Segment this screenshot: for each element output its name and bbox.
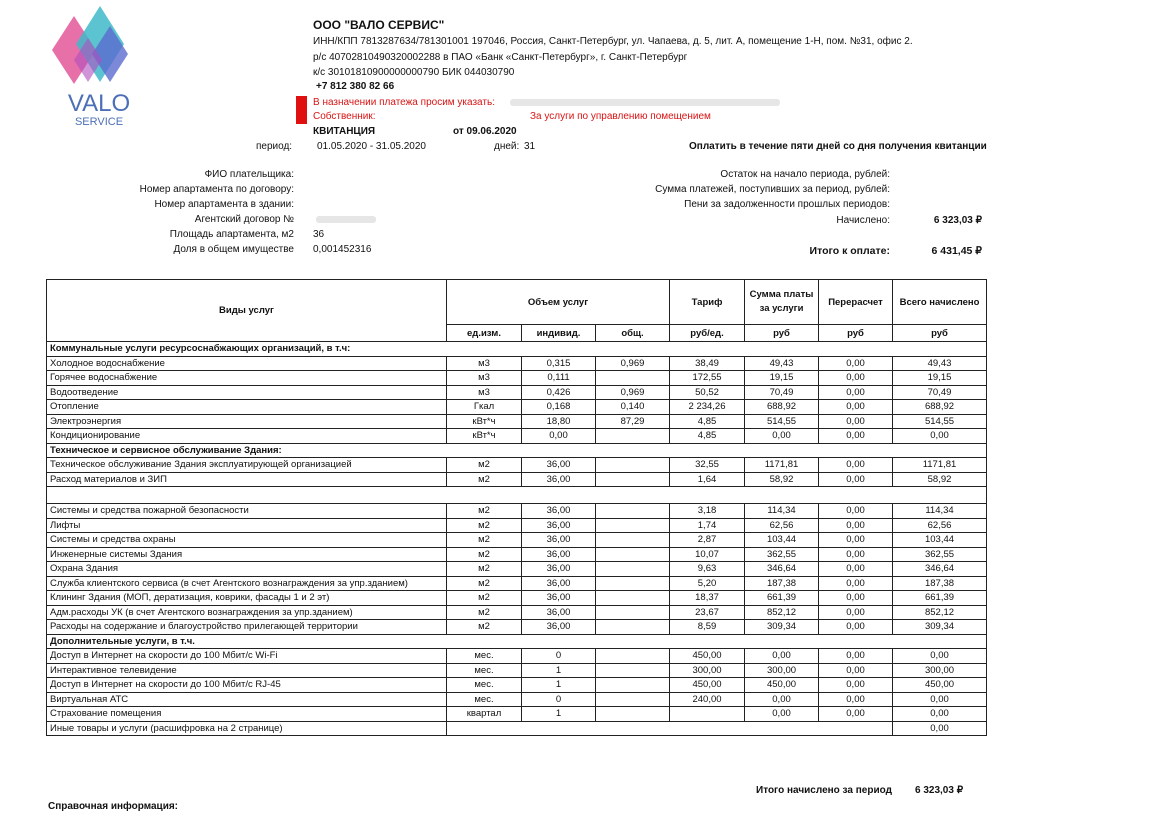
service-name: Клининг Здания (МОП, дератизация, коврики, фасады 1 и 2 эт)	[47, 591, 447, 606]
service-sum: 300,00	[745, 663, 819, 678]
service-sum: 0,00	[745, 429, 819, 444]
service-name: Расход материалов и ЗИП	[47, 472, 447, 487]
owner-label: Собственник:	[313, 111, 376, 122]
service-name: Страхование помещения	[47, 707, 447, 722]
pay-within-note: Оплатить в течение пяти дней со дня получения квитанции	[689, 141, 987, 152]
service-recalc: 0,00	[819, 429, 893, 444]
service-total: 309,34	[893, 620, 987, 635]
service-sum: 0,00	[745, 649, 819, 664]
service-recalc: 0,00	[819, 678, 893, 693]
service-recalc: 0,00	[819, 591, 893, 606]
area-value: 36	[313, 229, 325, 240]
table-section-row	[47, 342, 987, 357]
spacer-cell	[47, 487, 987, 504]
service-indiv: 0,426	[522, 385, 596, 400]
table-row	[47, 400, 987, 415]
service-tariff: 32,55	[670, 458, 745, 473]
section-title: Техническое и сервисное обслуживание Здания:	[47, 443, 987, 458]
service-recalc: 0,00	[819, 472, 893, 487]
service-recalc: 0,00	[819, 707, 893, 722]
service-name: Техническое обслуживание Здания эксплуатирующей организацией	[47, 458, 447, 473]
service-common	[596, 576, 670, 591]
service-sum: 346,64	[745, 562, 819, 577]
service-recalc: 0,00	[819, 576, 893, 591]
service-total: 62,56	[893, 518, 987, 533]
service-tariff: 300,00	[670, 663, 745, 678]
service-unit: кВт*ч	[447, 429, 522, 444]
service-sum: 0,00	[745, 707, 819, 722]
correspondent-account: к/с 30101810900000000790 БИК 044030790	[313, 67, 515, 78]
service-common	[596, 458, 670, 473]
service-indiv: 36,00	[522, 576, 596, 591]
service-tariff: 450,00	[670, 649, 745, 664]
service-common	[596, 504, 670, 519]
table-row	[47, 547, 987, 562]
service-name: Иные товары и услуги (расшифровка на 2 странице)	[47, 721, 447, 736]
table-section-row	[47, 634, 987, 649]
service-indiv: 36,00	[522, 533, 596, 548]
table-row	[47, 591, 987, 606]
table-row	[47, 707, 987, 722]
service-sum: 62,56	[745, 518, 819, 533]
service-sum: 852,12	[745, 605, 819, 620]
service-common	[596, 605, 670, 620]
logo-title: VALO	[67, 90, 131, 117]
area-label: Площадь апартамента, м2	[169, 229, 294, 240]
service-unit: мес.	[447, 649, 522, 664]
service-name: Водоотведение	[47, 385, 447, 400]
company-phone: +7 812 380 82 66	[316, 81, 395, 92]
service-name: Системы и средства охраны	[47, 533, 447, 548]
total-due-label: Итого к оплате:	[809, 245, 890, 257]
service-sum: 450,00	[745, 678, 819, 693]
service-unit: м2	[447, 620, 522, 635]
service-sum: 688,92	[745, 400, 819, 415]
table-section-row	[47, 443, 987, 458]
service-total: 661,39	[893, 591, 987, 606]
service-common: 0,969	[596, 356, 670, 371]
company-name: ООО "ВАЛО СЕРВИС"	[313, 18, 445, 32]
service-name: Доступ в Интернет на скорости до 100 Мбит/с RJ-45	[47, 678, 447, 693]
service-sum: 187,38	[745, 576, 819, 591]
logo-subtitle: SERVICE	[74, 116, 124, 128]
service-common	[596, 663, 670, 678]
service-name: Системы и средства пожарной безопасности	[47, 504, 447, 519]
service-recalc: 0,00	[819, 562, 893, 577]
service-unit: м2	[447, 591, 522, 606]
service-indiv: 1	[522, 678, 596, 693]
table-row	[47, 678, 987, 693]
col-indiv-header: индивид.	[522, 325, 596, 342]
service-recalc: 0,00	[819, 605, 893, 620]
service-indiv: 0,315	[522, 356, 596, 371]
bank-account: р/с 40702810490320002288 в ПАО «Банк «Санкт-Петербург», г. Санкт-Петербург	[313, 52, 688, 63]
service-tariff: 2,87	[670, 533, 745, 548]
service-recalc: 0,00	[819, 385, 893, 400]
service-sum: 0,00	[745, 692, 819, 707]
service-sum: 514,55	[745, 414, 819, 429]
service-tariff: 4,85	[670, 429, 745, 444]
service-unit: м3	[447, 385, 522, 400]
service-tariff: 2 234,26	[670, 400, 745, 415]
service-indiv: 36,00	[522, 620, 596, 635]
service-recalc: 0,00	[819, 504, 893, 519]
service-total: 58,92	[893, 472, 987, 487]
period-value: 01.05.2020 - 31.05.2020	[317, 141, 426, 152]
total-due-value: 6 431,45 ₽	[931, 245, 982, 257]
service-unit: м3	[447, 356, 522, 371]
payments-label: Сумма платежей, поступивших за период, рублей:	[655, 184, 890, 195]
service-tariff: 1,64	[670, 472, 745, 487]
service-common	[596, 707, 670, 722]
service-unit: м2	[447, 472, 522, 487]
col-volume-header: Объем услуг	[447, 280, 670, 325]
service-name: Доступ в Интернет на скорости до 100 Мбит/с Wi-Fi	[47, 649, 447, 664]
service-indiv: 36,00	[522, 472, 596, 487]
apt-contract-label: Номер апартамента по договору:	[139, 184, 294, 195]
service-indiv: 36,00	[522, 605, 596, 620]
service-common	[596, 518, 670, 533]
service-sum: 362,55	[745, 547, 819, 562]
service-unit: Гкал	[447, 400, 522, 415]
period-label: период:	[256, 141, 293, 152]
service-sum: 309,34	[745, 620, 819, 635]
service-total: 187,38	[893, 576, 987, 591]
service-unit: мес.	[447, 692, 522, 707]
table-row	[47, 414, 987, 429]
service-indiv: 0	[522, 649, 596, 664]
service-unit: м2	[447, 562, 522, 577]
service-recalc: 0,00	[819, 663, 893, 678]
service-tariff: 38,49	[670, 356, 745, 371]
service-total: 19,15	[893, 371, 987, 386]
service-unit: м2	[447, 576, 522, 591]
col-recalc-unit-header: руб	[819, 325, 893, 342]
col-sum-header: Сумма платы за услуги	[745, 280, 819, 325]
col-tariff-unit-header: руб/ед.	[670, 325, 745, 342]
table-row	[47, 472, 987, 487]
service-tariff: 23,67	[670, 605, 745, 620]
service-sum: 114,34	[745, 504, 819, 519]
service-indiv: 1	[522, 707, 596, 722]
table-row	[47, 533, 987, 548]
service-name: Интерактивное телевидение	[47, 663, 447, 678]
days-label: дней:	[494, 141, 520, 152]
service-tariff: 1,74	[670, 518, 745, 533]
service-sum: 19,15	[745, 371, 819, 386]
service-name: Охрана Здания	[47, 562, 447, 577]
service-sum: 58,92	[745, 472, 819, 487]
table-row	[47, 429, 987, 444]
service-common	[596, 547, 670, 562]
service-total: 688,92	[893, 400, 987, 415]
table-spacer-row	[47, 487, 987, 504]
payment-note: В назначении платежа просим указать:	[313, 97, 495, 108]
table-row	[47, 649, 987, 664]
service-tariff: 10,07	[670, 547, 745, 562]
col-common-header: общ.	[596, 325, 670, 342]
service-sum: 661,39	[745, 591, 819, 606]
service-sum: 49,43	[745, 356, 819, 371]
service-indiv: 36,00	[522, 562, 596, 577]
col-sum-unit-header: руб	[745, 325, 819, 342]
service-common	[596, 591, 670, 606]
valo-service-logo	[44, 4, 154, 130]
service-indiv: 0	[522, 692, 596, 707]
service-sum: 70,49	[745, 385, 819, 400]
table-row	[47, 385, 987, 400]
services-table	[46, 279, 987, 736]
service-total: 0,00	[893, 707, 987, 722]
service-indiv: 36,00	[522, 547, 596, 562]
service-common	[596, 562, 670, 577]
service-unit: м2	[447, 547, 522, 562]
service-name: Виртуальная АТС	[47, 692, 447, 707]
service-sum: 1171,81	[745, 458, 819, 473]
redacted-text	[316, 216, 376, 223]
table-row	[47, 518, 987, 533]
service-indiv: 36,00	[522, 591, 596, 606]
share-label: Доля в общем имуществе	[173, 244, 294, 255]
table-row	[47, 504, 987, 519]
service-recalc: 0,00	[819, 518, 893, 533]
service-total: 103,44	[893, 533, 987, 548]
service-common	[596, 371, 670, 386]
table-row	[47, 458, 987, 473]
table-row	[47, 721, 987, 736]
service-recalc: 0,00	[819, 414, 893, 429]
service-indiv: 18,80	[522, 414, 596, 429]
service-total: 514,55	[893, 414, 987, 429]
service-common: 87,29	[596, 414, 670, 429]
service-name: Инженерные системы Здания	[47, 547, 447, 562]
col-total-unit-header: руб	[893, 325, 987, 342]
service-tariff: 18,37	[670, 591, 745, 606]
service-common: 0,969	[596, 385, 670, 400]
service-name: Кондиционирование	[47, 429, 447, 444]
service-indiv: 1	[522, 663, 596, 678]
service-indiv: 36,00	[522, 518, 596, 533]
service-name: Отопление	[47, 400, 447, 415]
service-unit: мес.	[447, 678, 522, 693]
service-indiv: 0,00	[522, 429, 596, 444]
period-total-value: 6 323,03 ₽	[915, 785, 964, 796]
table-row	[47, 371, 987, 386]
service-recalc: 0,00	[819, 400, 893, 415]
service-indiv: 0,111	[522, 371, 596, 386]
service-name: Горячее водоснабжение	[47, 371, 447, 386]
period-total-label: Итого начислено за период	[756, 785, 892, 796]
apt-building-label: Номер апартамента в здании:	[154, 199, 294, 210]
agent-contract-label: Агентский договор №	[194, 214, 294, 225]
charged-label: Начислено:	[836, 215, 890, 226]
service-recalc: 0,00	[819, 649, 893, 664]
col-unit-header: ед.изм.	[447, 325, 522, 342]
col-tariff-header: Тариф	[670, 280, 745, 325]
service-recalc: 0,00	[819, 371, 893, 386]
service-unit: м2	[447, 533, 522, 548]
table-row	[47, 562, 987, 577]
company-requisites: ИНН/КПП 7813287634/781301001 197046, Россия, Санкт-Петербург, ул. Чапаева, д. 5, лит. А, помещение 1-Н, пом. №31, офис 2.	[313, 36, 913, 47]
service-total: 49,43	[893, 356, 987, 371]
service-recalc: 0,00	[819, 458, 893, 473]
service-common	[596, 678, 670, 693]
fio-label: ФИО плательщика:	[204, 169, 294, 180]
service-total: 0,00	[893, 692, 987, 707]
service-unit: м2	[447, 605, 522, 620]
service-total: 1171,81	[893, 458, 987, 473]
col-total-header: Всего начислено	[893, 280, 987, 325]
redacted-text	[510, 99, 780, 106]
service-indiv: 36,00	[522, 504, 596, 519]
service-common	[596, 620, 670, 635]
service-name: Холодное водоснабжение	[47, 356, 447, 371]
table-row	[47, 356, 987, 371]
service-unit: м2	[447, 504, 522, 519]
col-recalc-header: Перерасчет	[819, 280, 893, 325]
service-sum: 103,44	[745, 533, 819, 548]
service-common	[596, 692, 670, 707]
table-row	[47, 663, 987, 678]
col-services-header: Виды услуг	[47, 280, 447, 342]
table-row	[47, 576, 987, 591]
service-recalc: 0,00	[819, 533, 893, 548]
service-indiv: 0,168	[522, 400, 596, 415]
service-total: 0,00	[893, 429, 987, 444]
red-marker	[296, 96, 307, 124]
receipt-title: КВИТАНЦИЯ	[313, 126, 376, 137]
service-name: Расходы на содержание и благоустройство прилегающей территории	[47, 620, 447, 635]
service-name: Электроэнергия	[47, 414, 447, 429]
section-title: Дополнительные услуги, в т.ч.	[47, 634, 987, 649]
service-tariff: 50,52	[670, 385, 745, 400]
service-common	[596, 533, 670, 548]
table-row	[47, 692, 987, 707]
service-name: Адм.расходы УК (в счет Агентского вознаграждения за упр.зданием)	[47, 605, 447, 620]
service-total: 362,55	[893, 547, 987, 562]
service-unit: м2	[447, 458, 522, 473]
service-recalc: 0,00	[819, 620, 893, 635]
section-title: Коммунальные услуги ресурсоснабжающих организаций, в т.ч:	[47, 342, 987, 357]
service-total: 114,34	[893, 504, 987, 519]
service-total: 300,00	[893, 663, 987, 678]
opening-balance-label: Остаток на начало периода, рублей:	[720, 169, 890, 180]
service-recalc: 0,00	[819, 356, 893, 371]
service-tariff: 172,55	[670, 371, 745, 386]
service-common	[596, 472, 670, 487]
service-tariff: 240,00	[670, 692, 745, 707]
service-recalc: 0,00	[819, 692, 893, 707]
service-recalc: 0,00	[819, 547, 893, 562]
service-unit: м3	[447, 371, 522, 386]
service-common	[596, 649, 670, 664]
service-unit: мес.	[447, 663, 522, 678]
table-row	[47, 620, 987, 635]
service-total: 70,49	[893, 385, 987, 400]
service-unit: кВт*ч	[447, 414, 522, 429]
days-value: 31	[524, 141, 536, 152]
service-name: Лифты	[47, 518, 447, 533]
service-unit: квартал	[447, 707, 522, 722]
empty-cell	[447, 721, 893, 736]
service-total: 0,00	[893, 649, 987, 664]
service-tariff: 3,18	[670, 504, 745, 519]
charged-value: 6 323,03 ₽	[933, 215, 982, 226]
service-total: 0,00	[893, 721, 987, 736]
table-row	[47, 605, 987, 620]
reference-info-label: Справочная информация:	[48, 801, 179, 812]
service-total: 346,64	[893, 562, 987, 577]
service-indiv: 36,00	[522, 458, 596, 473]
service-total: 852,12	[893, 605, 987, 620]
penalty-label: Пени за задолженности прошлых периодов:	[684, 199, 890, 210]
payment-purpose: За услуги по управлению помещением	[530, 111, 711, 122]
services-table-body	[47, 342, 987, 736]
service-total: 450,00	[893, 678, 987, 693]
service-tariff: 5,20	[670, 576, 745, 591]
service-tariff: 8,59	[670, 620, 745, 635]
service-common	[596, 429, 670, 444]
service-unit: м2	[447, 518, 522, 533]
receipt-date: от 09.06.2020	[453, 126, 517, 137]
service-tariff: 450,00	[670, 678, 745, 693]
service-name: Служба клиентского сервиса (в счет Агентского вознаграждения за упр.зданием)	[47, 576, 447, 591]
service-tariff: 9,63	[670, 562, 745, 577]
service-common: 0,140	[596, 400, 670, 415]
share-value: 0,001452316	[313, 244, 372, 255]
service-tariff: 4,85	[670, 414, 745, 429]
service-tariff	[670, 707, 745, 722]
